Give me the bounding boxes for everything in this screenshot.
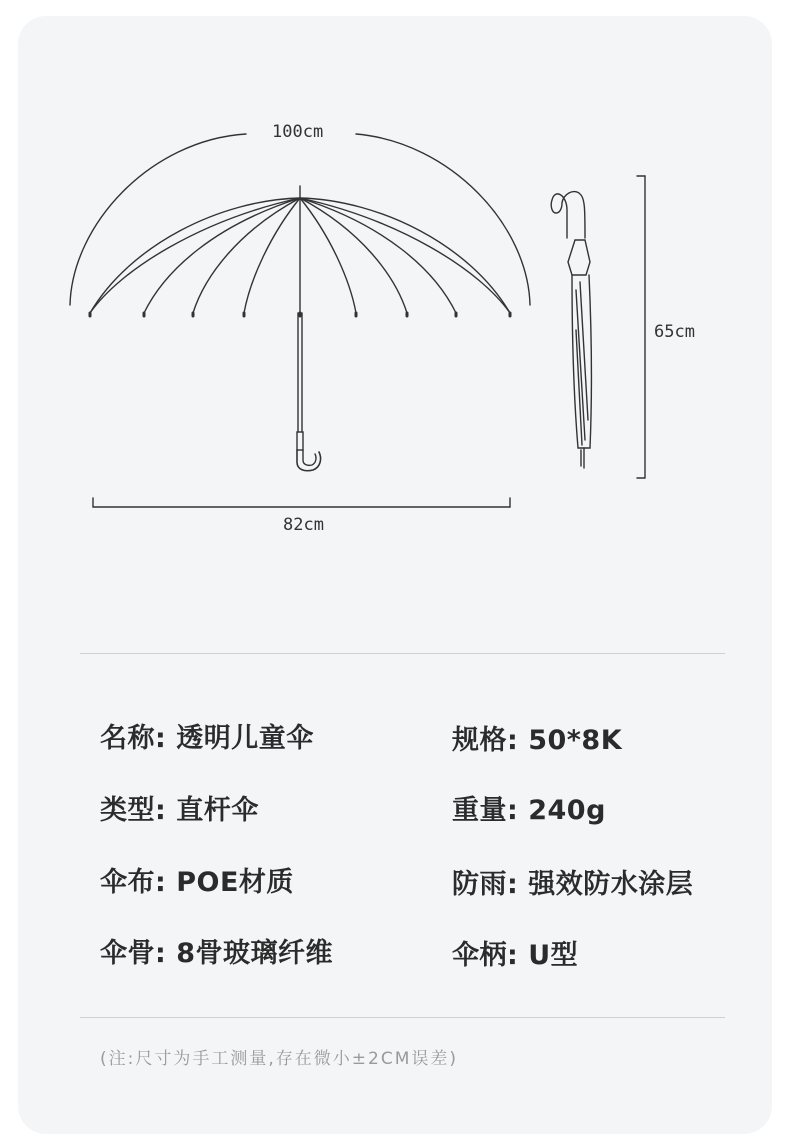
measurement-note: (注:尺寸为手工测量,存在微小±2CM误差) xyxy=(100,1049,458,1069)
umbrella-handle xyxy=(297,450,321,471)
spec-weight: 重量: 240g xyxy=(452,795,606,826)
spec-fabric: 伞布: POE材质 xyxy=(100,867,294,898)
arc-label: 100cm xyxy=(272,122,324,142)
spec-ribs: 伞骨: 8骨玻璃纤维 xyxy=(100,938,334,969)
arc-dimension-left xyxy=(70,134,246,305)
spec-handle: 伞柄: U型 xyxy=(452,940,579,971)
top-divider xyxy=(80,653,725,654)
arc-dimension-right xyxy=(356,134,530,305)
spec-name: 名称: 透明儿童伞 xyxy=(100,723,314,754)
bottom-divider xyxy=(80,1017,725,1018)
spec-type: 类型: 直杆伞 xyxy=(100,795,259,826)
closed-umbrella-drawing xyxy=(551,192,591,468)
width-label: 82cm xyxy=(283,515,324,535)
spec-rainproof: 防雨: 强效防水涂层 xyxy=(452,869,694,900)
length-label: 65cm xyxy=(654,322,695,342)
spec-size: 规格: 50*8K xyxy=(452,725,623,756)
